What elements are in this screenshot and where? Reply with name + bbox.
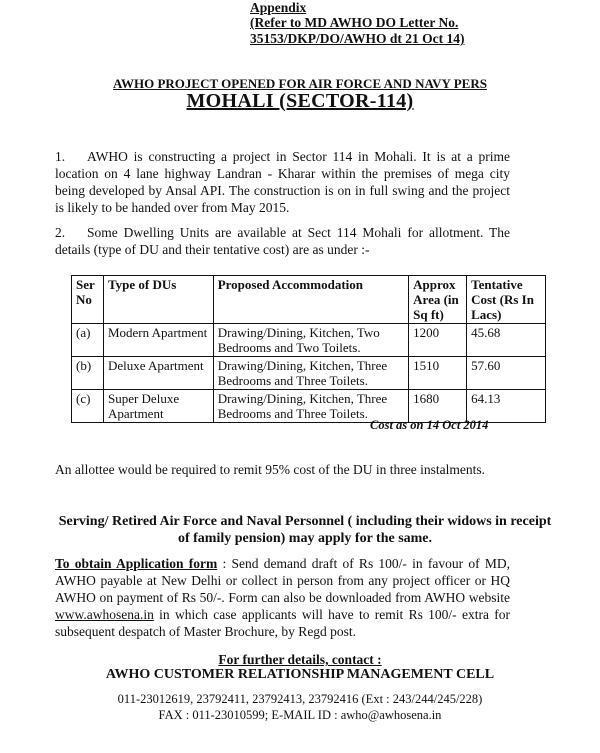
cell-accommodation: Drawing/Dining, Kitchen, Three Bedrooms and Three Toilets. xyxy=(213,357,408,390)
header-type: Type of DUs xyxy=(103,276,213,324)
application-label: To obtain Application form xyxy=(55,556,218,571)
appendix-heading: Appendix xyxy=(250,0,307,15)
contact-phones: 011-23012619, 23792411, 23792413, 23792416 (Ext : 243/244/245/228) xyxy=(117,692,483,706)
table-row xyxy=(72,357,546,390)
cell-type: Super Deluxe Apartment xyxy=(103,390,213,423)
cell-type: Deluxe Apartment xyxy=(103,357,213,390)
cell-cost: 64.13 xyxy=(467,390,546,423)
cell-type: Modern Apartment xyxy=(103,324,213,357)
table-header-row xyxy=(72,276,546,324)
cell-accommodation: Drawing/Dining, Kitchen, Two Bedrooms and Two Toilets. xyxy=(213,324,408,357)
cell-cost: 57.60 xyxy=(467,357,546,390)
contact-fax-email: FAX : 011-23010599; E-MAIL ID : awho@awhosena.in xyxy=(158,708,442,722)
paragraph-number: 1. xyxy=(55,149,66,164)
cell-area: 1200 xyxy=(409,324,467,357)
cost-note: Cost as on 14 Oct 2014 xyxy=(370,418,489,432)
reference-line-2: 35153/DKP/DO/AWHO dt 21 Oct 14) xyxy=(250,31,465,46)
cell-area: 1510 xyxy=(409,357,467,390)
header-cost: Tentative Cost (Rs In Lacs) xyxy=(467,276,546,324)
table-row xyxy=(72,324,546,357)
cell-ser: (b) xyxy=(72,357,104,390)
contact-cell-name: AWHO CUSTOMER RELATIONSHIP MANAGEMENT CELL xyxy=(105,667,495,682)
header-ser-no: Ser No xyxy=(72,276,104,324)
cell-ser: (c) xyxy=(72,390,104,423)
paragraph-number: 2. xyxy=(55,225,66,240)
application-text-1: : Send demand draft of Rs 100/- in favour of MD, AWHO payable at New Delhi or collect in person from any project officer or HQ AWHO on payment of Rs 50/-. Form can also be downloaded from AWHO website xyxy=(55,556,511,605)
application-instructions xyxy=(55,555,510,640)
project-title: MOHALI (SECTOR-114) xyxy=(186,90,414,112)
paragraph-1 xyxy=(55,148,510,216)
application-text-2: in which case applicants will have to remit Rs 100/- extra for subsequent despatch of Master Brochure, by Regd post. xyxy=(55,607,510,639)
dwelling-units-table xyxy=(71,275,546,423)
header-area: Approx Area (in Sq ft) xyxy=(409,276,467,324)
cell-ser: (a) xyxy=(72,324,104,357)
website-link[interactable]: www.awhosena.in xyxy=(55,607,154,622)
paragraph-2 xyxy=(55,224,510,258)
eligibility-note: Serving/ Retired Air Force and Naval Personnel ( including their widows in receipt of family pension) may apply for the same. xyxy=(58,514,552,546)
paragraph-text: Some Dwelling Units are available at Sect 114 Mohali for allotment. The details (type of DU and their tentative cost) are as under :- xyxy=(55,225,510,257)
cell-cost: 45.68 xyxy=(467,324,546,357)
reference-line-1: (Refer to MD AWHO DO Letter No. xyxy=(250,15,459,30)
allottee-note: An allottee would be required to remit 95% cost of the DU in three instalments. xyxy=(55,462,486,477)
project-subtitle: AWHO PROJECT OPENED FOR AIR FORCE AND NAVY PERS xyxy=(113,76,487,91)
paragraph-text: AWHO is constructing a project in Sector 114 in Mohali. It is at a prime location on 4 lane highway Landran - Kharar within the premises of mega city being developed by Ansal API. The construction is on in full swing and the project is likely to be handed over from May 2015. xyxy=(55,149,510,215)
header-accommodation: Proposed Accommodation xyxy=(213,276,408,324)
cell-area: 1680 xyxy=(409,390,467,423)
cell-accommodation: Drawing/Dining, Kitchen, Three Bedrooms and Three Toilets. xyxy=(213,390,408,423)
contact-heading: For further details, contact : xyxy=(218,652,382,667)
